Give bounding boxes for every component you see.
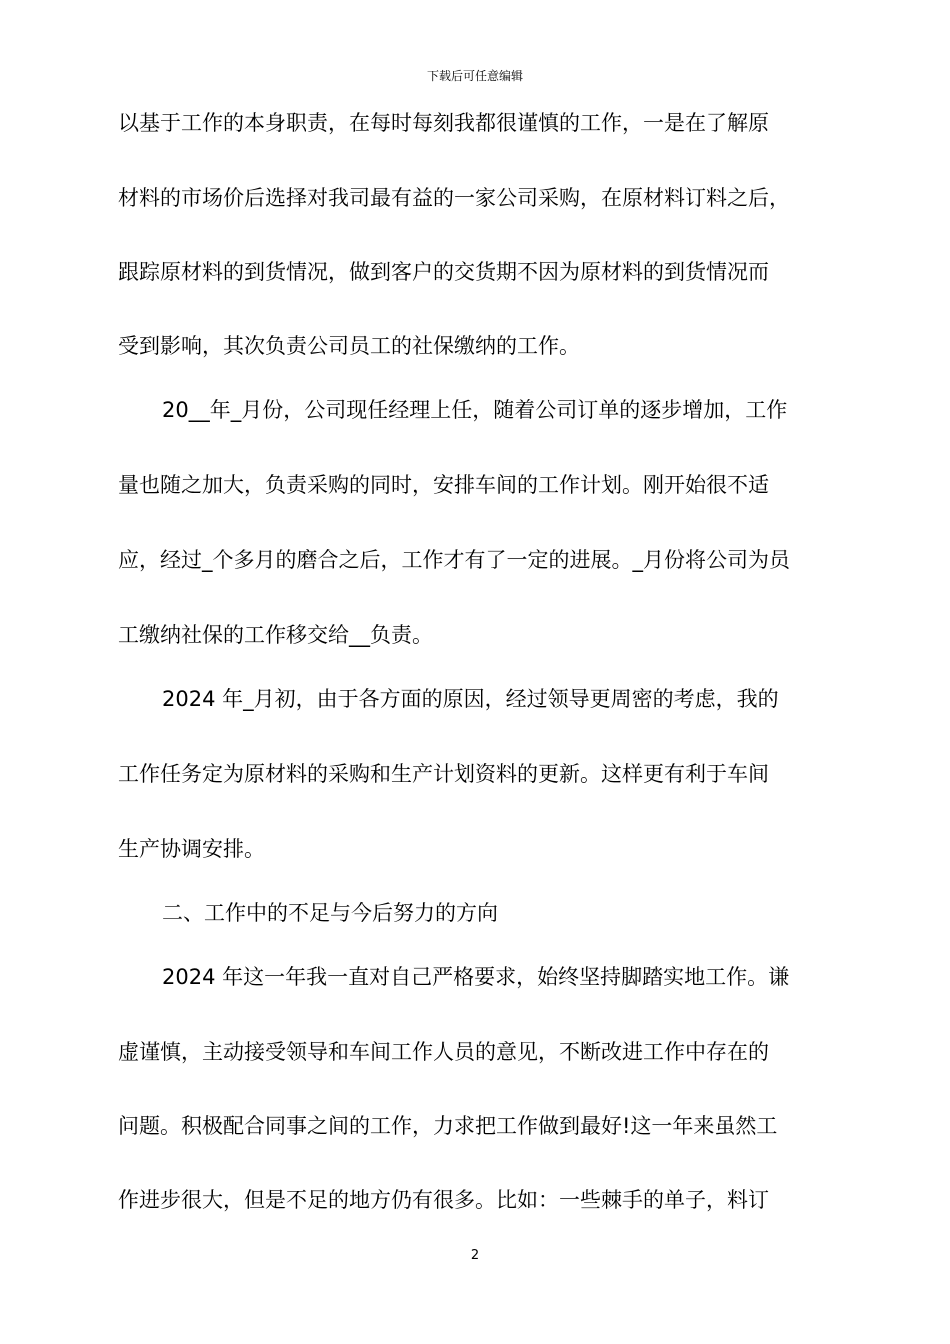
text-line: 2024 年这一年我一直对自己严格要求，始终坚持脚踏实地工作。谦: [162, 965, 790, 989]
text-line: 受到影响，其次负责公司员工的社保缴纳的工作。: [118, 334, 580, 358]
text-line: 虚谨慎，主动接受领导和车间工作人员的意见，不断改进工作中存在的: [118, 1040, 769, 1064]
text-line: 材料的市场价后选择对我司最有益的一家公司采购，在原材料订料之后，: [118, 186, 790, 210]
section-heading: 二、工作中的不足与今后努力的方向: [162, 901, 498, 925]
text-line: 量也随之加大，负责采购的同时，安排车间的工作计划。刚开始很不适: [118, 473, 769, 497]
text-line: 跟踪原材料的到货情况，做到客户的交货期不因为原材料的到货情况而: [118, 260, 769, 284]
text-line: 工作任务定为原材料的采购和生产计划资料的更新。这样更有利于车间: [118, 762, 769, 786]
text-line: 作进步很大，但是不足的地方仍有很多。比如：一些棘手的单子，料订: [118, 1188, 769, 1212]
text-line: 生产协调安排。: [118, 837, 265, 861]
text-line: 工缴纳社保的工作移交给__负责。: [118, 623, 433, 647]
text-line: 以基于工作的本身职责，在每时每刻我都很谨慎的工作，一是在了解原: [118, 111, 769, 135]
page-number: 2: [470, 1248, 480, 1263]
text-line: 20__年_月份，公司现任经理上任，随着公司订单的逐步增加，工作: [162, 398, 788, 422]
text-line: 问题。积极配合同事之间的工作，力求把工作做到最好!这一年来虽然工: [118, 1114, 778, 1138]
page-header: 下载后可任意编辑: [426, 69, 523, 83]
text-line: 应，经过_个多月的磨合之后，工作才有了一定的进展。_月份将公司为员: [118, 548, 790, 572]
text-line: 2024 年_月初，由于各方面的原因，经过领导更周密的考虑，我的: [162, 687, 779, 711]
